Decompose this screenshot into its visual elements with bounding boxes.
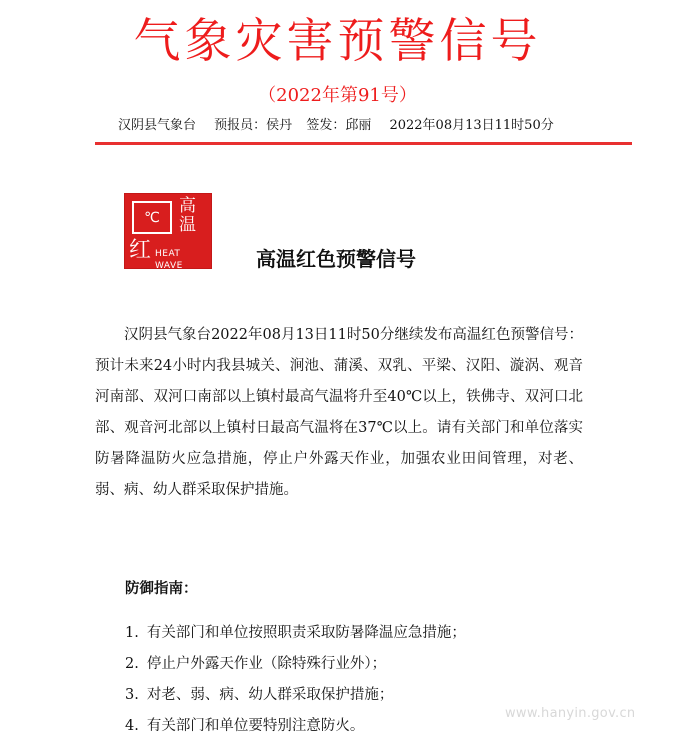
issued-time: 2022年08月13日11时50分: [389, 118, 554, 133]
document-title: 气象灾害预警信号: [133, 14, 542, 69]
issue-number: （2022年第91号）: [258, 85, 417, 106]
warning-body: 汉阴县气象台2022年08月13日11时50分继续发布高温红色预警信号：预计未来24小时内我县城关、涧池、蒲溪、双乳、平梁、汉阳、漩涡、观音河南部、双河口南部以上镇村最高气温将升至40℃以上，铁佛寺、双河口北部、观音河北部以上镇村日最高气温将在37℃以上。请有关部门和单位落实防暑降温防火应急措施，停止户外露天作业，加强农业田间管理，对老、弱、病、幼人群采取保护措施。: [95, 327, 583, 498]
thermometer-celsius-icon: ℃: [132, 201, 172, 234]
heat-wave-red-badge: [124, 193, 212, 269]
signal-title: 高温红色预警信号: [256, 247, 416, 271]
guide-item: 4. 有关部门和单位要特别注意防火。: [125, 718, 365, 734]
guide-heading: 防御指南：: [125, 581, 198, 597]
forecaster: 预报员：侯丹: [214, 118, 293, 133]
badge-char-1: 高: [179, 196, 196, 216]
issuer: 汉阴县气象台: [118, 118, 197, 133]
issue-meta: [118, 116, 564, 136]
signer: 签发：邱丽: [306, 118, 372, 133]
guide-list: [125, 618, 466, 742]
badge-english: HEAT WAVE: [155, 249, 183, 271]
guide-item: 1. 有关部门和单位按照职责采取防暑降温应急措施；: [125, 625, 466, 641]
header-divider: [95, 142, 632, 145]
guide-item: 3. 对老、弱、病、幼人群采取保护措施；: [125, 687, 394, 703]
badge-level-char: 红: [129, 238, 152, 263]
badge-char-2: 温: [179, 215, 196, 235]
site-watermark: www.hanyin.gov.cn: [505, 706, 636, 721]
guide-item: 2. 停止户外露天作业（除特殊行业外）；: [125, 656, 387, 672]
